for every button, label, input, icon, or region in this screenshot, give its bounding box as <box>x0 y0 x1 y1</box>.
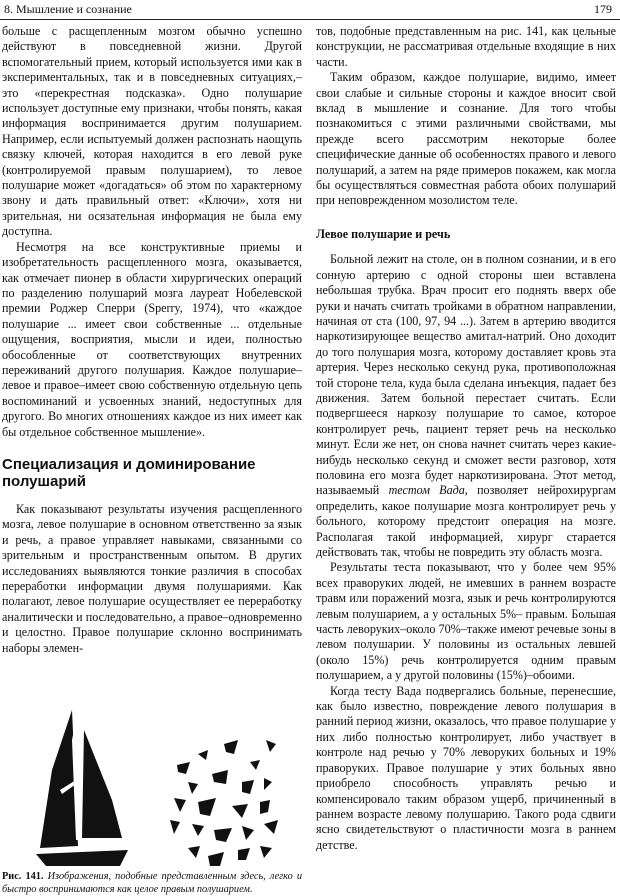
paragraph: больше с расщепленным мозгом обычно успешно действуют в повседневной жизни. Другой вспомогательный прием, который используется ими как в экспериментальных, так и в повседневных ситуациях,–это «перекрестная подсказка». Одно полушарие использует доступные ему признаки, чтобы понять, какая информация воспринимается другим полушарием. Например, если испытуемый должен распознать наощупь связку ключей, которая находится в его левой руке (контролируемой правым полушарием), то левое полушарие может «догадаться» об этом по характерному звону и дать правильный ответ: «Ключи», хотя ни зрительная, ни осязательная информация не была ему доступна. <box>2 24 302 239</box>
paragraph: тов, подобные представленным на рис. 141, как цельные конструкции, не рассматривая отдельные входящие в них части. <box>316 24 616 69</box>
right-column <box>316 24 616 853</box>
chapter-title: 8. Мышление и сознание <box>4 2 132 16</box>
fragment-shapes <box>170 740 278 866</box>
caption-text: Изображения, подобные представленным здесь, легко и быстро воспринимаются как целое правым полушарием. <box>2 871 303 896</box>
section-title: Специализация и доминирование полушарий <box>2 455 256 490</box>
running-head <box>4 2 612 18</box>
paragraph: Несмотря на все конструктивные приемы и изобретательность расщепленного мозга, оказывается, как отмечает пионер в области хирургических операций по разделению полушарий мозга лауреат Нобелевской премии Роджер Сперри (Sperry, 1974), что «каждое полушарие ... имеет свои собственные ... отдельные ощущения, восприятия, мысли и идеи, полностью обособленные от соответствующих внутренних переживаний другого полушария. Каждое полушарие–левое и правое–имеет свою собственную отдельную цепь воспоминаний и усвоенных знаний, недоступных для другого. Во многих отношениях каждое из них имеет как бы отдельное собственное мышление». <box>2 239 302 439</box>
paragraph-text: Больной лежит на столе, он в полном сознании, и в его сонную артерию с одной стороны шеи вставлена небольшая трубка. Врач просит его поднять вверх обе руки и начать считать тройками в обратном направлении, начиная от ста (100, 97, 94 ...). Затем в артерию вводится наркотизирующее вещество амитал-натрий. Оно доходит до того полушария мозга, которому доставляет кровь эта артерия. Через несколько секунд рука, противоположная той стороне тела, куда была сделана инъекция, падает без движения. Затем больной перестает считать. Если подвергшееся наркозу полушарие то самое, которое контролирует речь, пациент теряет речь на несколько минут. Если же нет, он снова начнет считать через какие-нибудь несколько секунд и сможет вести разговор, хотя половина его мозга будет наркотизирована. Этот метод, называемый <box>316 252 616 498</box>
term-wada-test: тестом Вада <box>388 483 465 498</box>
paragraph-text: , позволяет нейрохирургам определить, какое полушарие мозга контролирует речь у больного, которому предстоит операция на мозге. Располагая такой информацией, хирург старается действовать так, чтобы не повредить эту область мозга. <box>316 483 616 559</box>
caption-label: Рис. 141. <box>2 871 44 883</box>
paragraph <box>316 252 616 560</box>
left-column <box>2 24 302 896</box>
paragraph: Результаты теста показывают, что у более чем 95% всех праворуких людей, не имевших в раннем возрасте травм или поражений мозга, язык и речь контролируются левым полушарием, а у остальных 5%– правым. Большая часть леворуких–около 70%–также имеют речевые зоны в левом полушарии. У половины из остальных левшей (около 15%) речь контролируется одним правым полушарием, а у другой половины (15%)–обоими. <box>316 560 616 683</box>
figure-141-image <box>2 670 302 870</box>
page-number: 179 <box>594 2 612 16</box>
header-rule <box>0 19 620 20</box>
sailboat-illustration <box>36 710 128 866</box>
figure-141 <box>2 670 302 870</box>
paragraph: Как показывают результаты изучения расщепленного мозга, левое полушарие в основном ответственно за язык и речь, а правое управляет навыками, связанными со зрительным и пространственным опытом. В других исследованиях выявляются тонкие различия в способах переработки информации двумя полушариями. Как полагают, левое полушарие осуществляет ее переработку аналитически и последовательно, а правое–одновременно и целостно. Правое полушарие склонно воспринимать наборы элемен- <box>2 501 302 655</box>
paragraph: Когда тесту Вада подвергались больные, перенесшие, как было известно, повреждение левого полушария в ранний период жизни, оказалось, что правое полушарие у них либо полностью контролирует, либо участвует в контроле над речью у 70% леворуких больных и 19% праворуких. Правое полушарие у этих больных явно приобрело способность управлять речью и компенсировало таким образом ущерб, причиненный в раннем возрасте левому полушарию. Такого рода сдвиги ясно свидетельствуют о пластичности мозга в раннем детстве. <box>316 683 616 852</box>
subsection-title: Левое полушарие и речь <box>316 226 451 241</box>
paragraph: Таким образом, каждое полушарие, видимо, имеет свои слабые и сильные стороны и каждое вносит свой вклад в мышление и сознание. Для того чтобы познакомиться с этими различными свойствами, мы прежде всего рассмотрим некоторые более специфические данные об особенностях правого и левого полушарий, а затем на ряде примеров покажем, как могла бы осуществляться совместная работа обоих полушарий при неповрежденном мозолистом теле. <box>316 70 616 208</box>
figure-caption <box>2 870 302 896</box>
